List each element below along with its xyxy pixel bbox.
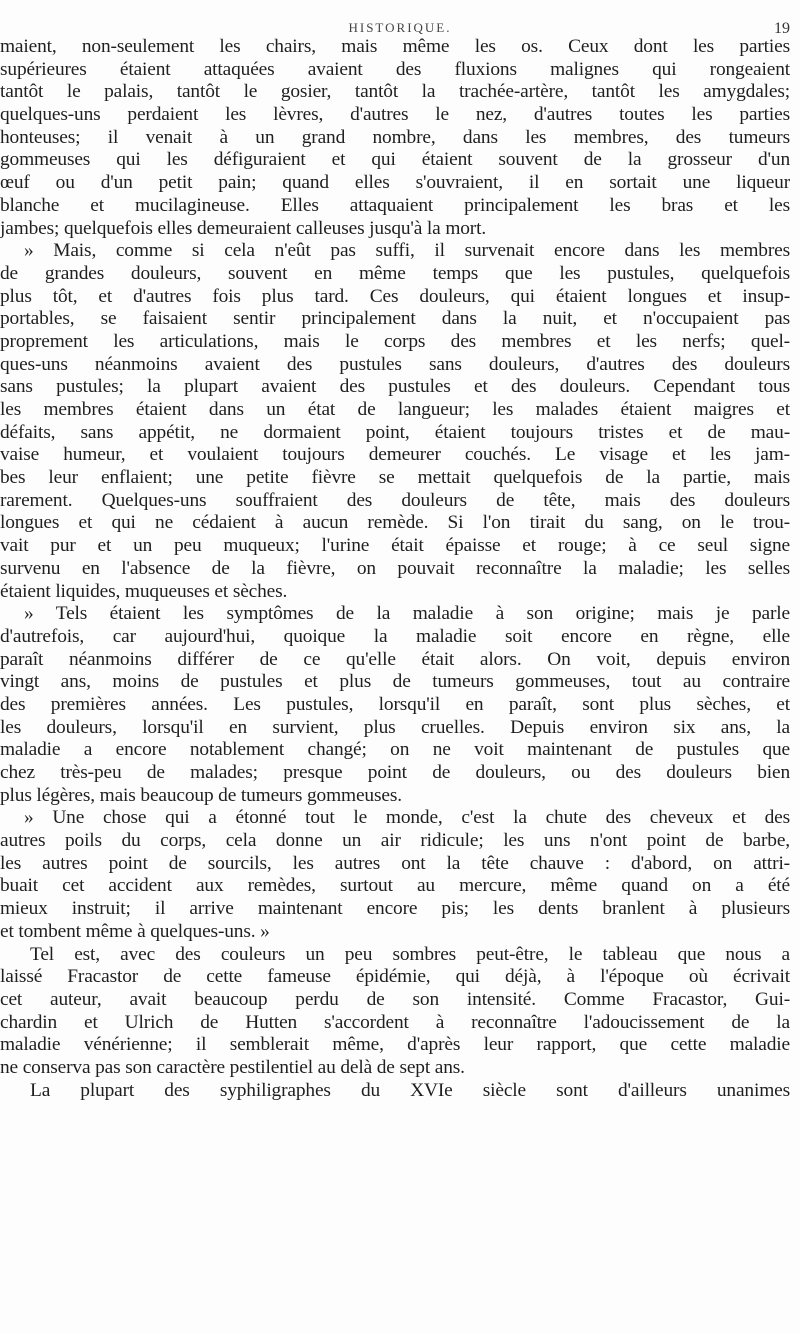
text-line: rarement. Quelques-uns souffraient des douleurs de tête, mais des douleurs [0,489,790,511]
text-line: plus tôt, et d'autres fois plus tard. Ces douleurs, qui étaient longues et insup- [0,285,790,307]
text-line: ne conserva pas son caractère pestilentiel au delà de sept ans. [0,1056,465,1078]
text-line: de grandes douleurs, souvent en même temps que les pustules, quelquefois [0,262,790,284]
text-line: gommeuses qui les défiguraient et qui étaient souvent de la grosseur d'un [0,149,790,171]
text-line: les douleurs, lorsqu'il en survient, plus cruelles. Depuis environ six ans, la [0,716,790,738]
page-number: 19 [774,20,790,37]
text-line: tantôt le palais, tantôt le gosier, tantôt la trachée-artère, tantôt les amygdales; [0,81,790,103]
text-line: vaise humeur, et voulaient toujours demeurer couchés. Le visage et les jam- [0,444,790,466]
text-line: maladie a encore notablement changé; on ne voit maintenant de pustules que [0,739,790,761]
text-line: survenu en l'absence de la fièvre, on pouvait reconnaître la maladie; les selles [0,557,790,579]
text-line: chez très-peu de malades; presque point de douleurs, ou des douleurs bien [0,762,790,783]
text-line: et tombent même à quelques-uns. » [0,920,270,942]
text-line: » Une chose qui a étonné tout le monde, c'est la chute des cheveux et des [24,807,790,829]
running-title: HISTORIQUE. [348,20,452,35]
text-line: autres poils du corps, cela donne un air ridicule; les uns n'ont point de barbe, [0,830,790,852]
text-line: bes leur enflaient; une petite fièvre se mettait quelquefois de la partie, mais [0,467,790,489]
text-line: les membres étaient dans un état de langueur; les malades étaient maigres et [0,399,790,420]
text-line: œuf ou d'un petit pain; quand elles s'ouvraient, il en sortait une liqueur [0,172,790,194]
text-line: buait cet accident aux remèdes, surtout au mercure, même quand on a été [0,875,790,897]
text-line: vingt ans, moins de pustules et plus de tumeurs gommeuses, tout au contraire [0,671,790,693]
text-line: proprement les articulations, mais le corps des membres et les nerfs; quel- [0,330,790,352]
text-line: Tel est, avec des couleurs un peu sombres peut-être, le tableau que nous a [30,943,790,965]
text-line: paraît néanmoins différer de ce qu'elle était alors. On voit, depuis environ [0,648,790,670]
text-line: » Mais, comme si cela n'eût pas suffi, il survenait encore dans les membres [24,240,790,262]
text-line: ques-uns néanmoins avaient des pustules sans douleurs, d'autres des douleurs [0,353,790,375]
text-line: d'autrefois, car aujourd'hui, quoique la maladie soit encore en règne, elle [0,625,790,647]
text-line: jambes; quelquefois elles demeuraient calleuses jusqu'à la mort. [0,217,487,239]
text-line: supérieures étaient attaquées avaient des fluxions malignes qui rongeaient [0,58,790,80]
text-line: vait pur et un peu muqueux; l'urine était épaisse et rouge; à ce seul signe [0,535,790,557]
body-text [0,36,790,1102]
text-line: blanche et mucilagineuse. Elles attaquaient principalement les bras et les [0,194,790,216]
text-line: les autres point de sourcils, les autres ont la tête chauve : d'abord, on attri- [0,852,790,874]
text-line: des premières années. Les pustules, lorsqu'il en paraît, sont plus sèches, et [0,693,790,715]
text-line: sans pustules; la plupart avaient des pustules et des douleurs. Cependant tous [0,376,790,398]
text-line: défaits, sans appétit, ne dormaient point, étaient toujours tristes et de mau- [0,421,790,443]
text-line: » Tels étaient les symptômes de la maladie à son origine; mais je parle [24,603,790,625]
text-line: longues et qui ne cédaient à aucun remède. Si l'on tirait du sang, on le trou- [0,512,790,534]
text-line: chardin et Ulrich de Hutten s'accordent à reconnaître l'adoucissement de la [0,1011,790,1033]
text-line: maladie vénérienne; il semblerait même, d'après leur rapport, que cette maladie [0,1034,790,1056]
text-line: cet auteur, avait beaucoup perdu de son intensité. Comme Fracastor, Gui- [0,988,790,1010]
text-line: portables, se faisaient sentir principalement dans la nuit, et n'occupaient pas [0,308,790,330]
text-line: étaient liquides, muqueuses et sèches. [0,580,288,602]
text-line: quelques-uns perdaient les lèvres, d'autres le nez, d'autres toutes les parties [0,104,790,126]
text-line: mieux instruit; il arrive maintenant encore pis; les dents branlent à plusieurs [0,898,790,920]
text-line: La plupart des syphiligraphes du XVIe siècle sont d'ailleurs unanimes [30,1079,790,1101]
text-line: plus légères, mais beaucoup de tumeurs gommeuses. [0,784,402,806]
text-line: laissé Fracastor de cette fameuse épidémie, qui déjà, à l'époque où écrivait [0,966,790,988]
text-line: maient, non-seulement les chairs, mais même les os. Ceux dont les parties [0,36,790,57]
text-line: honteuses; il venait à un grand nombre, dans les membres, des tumeurs [0,126,790,148]
